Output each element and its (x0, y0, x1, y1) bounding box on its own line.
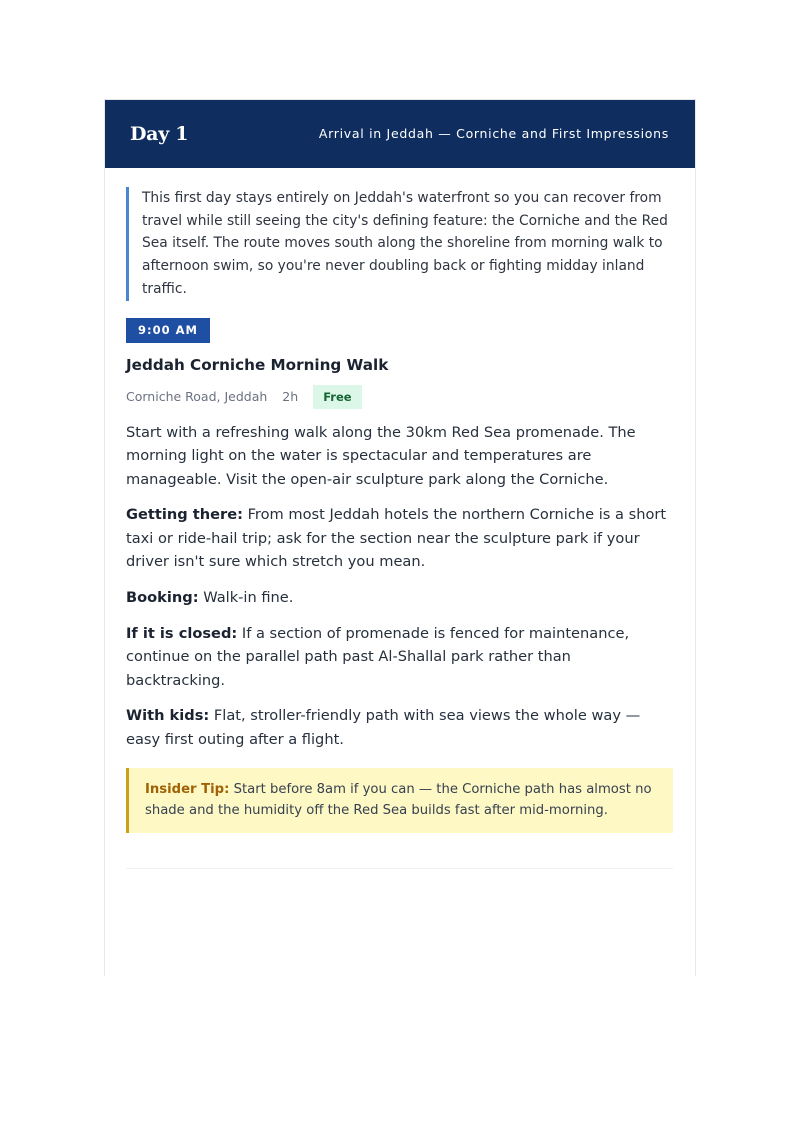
booking-label: Booking: (126, 589, 199, 607)
closed-text: If a section of promenade is fenced for maintenance, continue on the parallel path past Al-Shallal park rather than backtracking. (126, 624, 630, 689)
kids-text: Flat, stroller-friendly path with sea views the whole way — easy first outing after a flight. (126, 707, 641, 749)
getting-there-section (126, 503, 673, 574)
insider-tip-label: Insider Tip: (145, 781, 230, 797)
insider-tip (126, 768, 673, 833)
day-title: Day 1 (130, 123, 189, 145)
day-body (105, 168, 695, 869)
booking-section (126, 586, 673, 610)
activity-meta (126, 385, 673, 409)
kids-section (126, 704, 673, 751)
time-badge: 9:00 AM (126, 318, 210, 343)
getting-there-label: Getting there: (126, 506, 243, 524)
closed-section (126, 622, 673, 693)
activity-location: Corniche Road, Jeddah (126, 389, 268, 405)
activity-duration: 2h (282, 389, 299, 405)
getting-there-text: From most Jeddah hotels the northern Corniche is a short taxi or ride-hail trip; ask for the section near the sculpture park if your driver isn't sure which stretch you mean. (126, 506, 667, 571)
insider-tip-text: Start before 8am if you can — the Corniche path has almost no shade and the humidity off the Red Sea builds fast after mid-morning. (145, 781, 652, 818)
section-divider (126, 868, 673, 869)
activity-title: Jeddah Corniche Morning Walk (126, 355, 389, 374)
price-badge: Free (313, 385, 361, 409)
kids-label: With kids: (126, 707, 210, 725)
closed-label: If it is closed: (126, 624, 238, 642)
day-subtitle: Arrival in Jeddah — Corniche and First Impressions (318, 125, 669, 141)
booking-text: Walk-in fine. (203, 589, 294, 607)
day-card (104, 99, 696, 976)
day-intro: This first day stays entirely on Jeddah's waterfront so you can recover from travel while still seeing the city's defining feature: the Corniche and the Red Sea itself. The route moves south along the shoreline from morning walk to afternoon swim, so you're never doubling back or fighting midday inland traffic. (126, 187, 673, 301)
activity-description: Start with a refreshing walk along the 30km Red Sea promenade. The morning light on the water is spectacular and temperatures are manageable. Visit the open-air sculpture park along the Corniche. (126, 423, 636, 488)
day-header (105, 100, 695, 168)
